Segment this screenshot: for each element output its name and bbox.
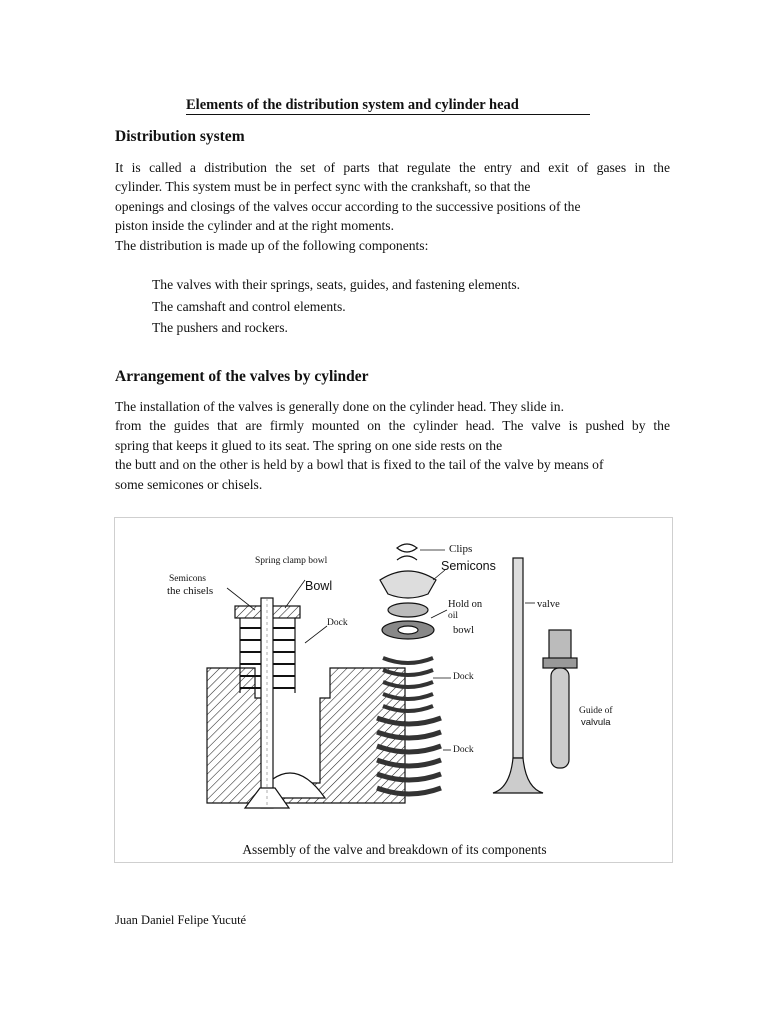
label-valvula: valvula: [581, 717, 611, 728]
valve-assembly-illustration: [115, 518, 674, 838]
component-list: [138, 274, 520, 339]
label-dock-middle-lower: Dock: [453, 745, 474, 755]
paragraph-line: from the guides that are firmly mounted on the cylinder head. The valve is pushed by the: [115, 418, 670, 434]
list-item-text: The camshaft and control elements.: [152, 298, 346, 314]
list-item: [138, 274, 520, 296]
paragraph-line: the butt and on the other is held by a bowl that is fixed to the tail of the valve by means of: [115, 457, 604, 473]
heading-arrangement-of-valves: Arrangement of the valves by cylinder: [115, 368, 369, 385]
paragraph-line: cylinder. This system must be in perfect sync with the crankshaft, so that the: [115, 179, 531, 195]
author-footer: Juan Daniel Felipe Yucuté: [115, 913, 247, 927]
paragraph-line: The installation of the valves is generally done on the cylinder head. They slide in.: [115, 399, 564, 414]
label-bowl-small: bowl: [453, 625, 474, 636]
paragraph-line: It is called a distribution the set of parts that regulate the entry and exit of gases in the: [115, 160, 670, 175]
label-clips: Clips: [449, 543, 473, 555]
paragraph-line: piston inside the cylinder and at the right moments.: [115, 218, 394, 234]
valve-assembly-figure: [114, 517, 673, 863]
label-semicons-right: Semicons: [441, 559, 496, 573]
paragraph-line: openings and closings of the valves occur according to the successive positions of the: [115, 198, 581, 214]
label-the-chisels: the chisels: [167, 585, 214, 597]
paragraph-line: spring that keeps it glued to its seat. The spring on one side rests on the: [115, 437, 503, 453]
figure-caption: Assembly of the valve and breakdown of its components: [242, 842, 547, 857]
label-dock-left: Dock: [327, 618, 348, 628]
list-item: [138, 296, 520, 318]
list-item-text: The valves with their springs, seats, guides, and fastening elements.: [152, 277, 521, 292]
label-semicons: Semicons: [169, 574, 206, 584]
label-hold-on: Hold on: [448, 599, 483, 610]
paragraph-arrangement: [115, 397, 670, 494]
list-item-text: The pushers and rockers.: [152, 320, 288, 335]
label-oil: oil: [448, 611, 459, 621]
document-title: Elements of the distribution system and cylinder head: [186, 96, 590, 115]
valve-and-guide-drawing: [493, 558, 577, 793]
paragraph-line: The distribution is made up of the following components:: [115, 237, 429, 253]
paragraph-distribution: [115, 158, 670, 255]
heading-distribution-system: Distribution system: [115, 128, 245, 145]
paragraph-line: some semicones or chisels.: [115, 476, 263, 492]
label-dock-middle-upper: Dock: [453, 672, 474, 682]
list-item: [138, 317, 520, 339]
cross-section-drawing: [207, 580, 405, 808]
label-bowl: Bowl: [305, 579, 333, 593]
label-valve: valve: [537, 599, 560, 610]
label-guide-of: Guide of: [579, 706, 613, 716]
label-spring-clamp-bowl: Spring clamp bowl: [255, 556, 328, 566]
